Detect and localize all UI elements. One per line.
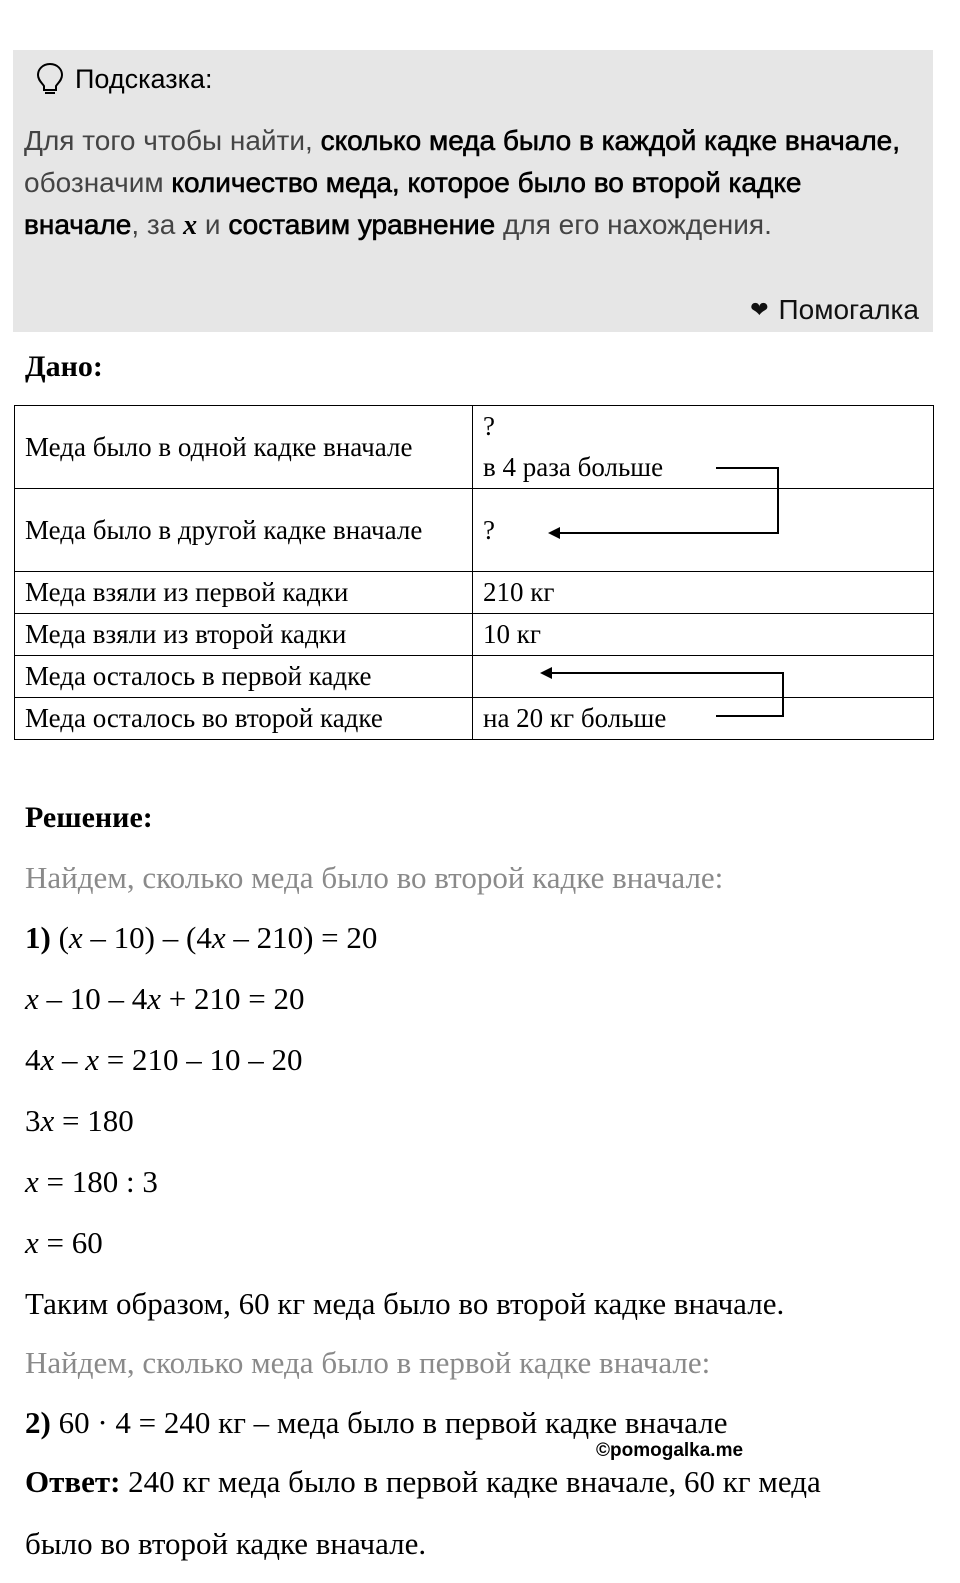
brand-name: Помогалка — [778, 294, 919, 325]
step1-intro: Найдем, сколько меда было во второй кадке вначале: — [25, 860, 724, 895]
equation-line: x = 60 — [25, 1225, 103, 1260]
hint-text-part: обозначим — [24, 167, 172, 198]
row-label: Меда было в одной кадке вначале — [15, 406, 473, 489]
hint-text-part: и — [197, 209, 229, 240]
conclusion-1: Таким образом, 60 кг меда было во второй кадке вначале. — [25, 1286, 785, 1321]
hint-emphasis: составим уравнение — [228, 209, 496, 240]
row-value-line: в 4 раза больше — [483, 452, 664, 482]
step2-text: 60 · 4 = 240 кг – меда было в первой кадке вначале — [58, 1405, 728, 1440]
answer-text: 240 кг меда было в первой кадке вначале, 60 кг меда — [128, 1464, 821, 1499]
row-value: 210 кг — [473, 572, 934, 614]
row-label: Меда осталось в первой кадке — [15, 656, 473, 698]
given-title: Дано: — [25, 350, 103, 383]
row-value: ? — [473, 489, 934, 572]
relation-arrows — [0, 0, 960, 760]
step-number: 2) — [25, 1405, 51, 1440]
heart-icon: ❤ — [750, 297, 769, 322]
equation-line: x – 10 – 4x + 210 = 20 — [25, 981, 305, 1016]
answer-line-2: было во второй кадке вначале. — [25, 1526, 427, 1561]
equation-line: 4x – x = 210 – 10 – 20 — [25, 1042, 303, 1077]
row-value: 10 кг — [473, 614, 934, 656]
equation-line: 3x = 180 — [25, 1103, 134, 1138]
row-value-line: ? — [483, 411, 495, 441]
row-value: на 20 кг больше — [473, 698, 934, 740]
step-number: 1) — [25, 920, 51, 955]
hint-variable: x — [183, 210, 198, 241]
step2-line — [25, 1405, 728, 1441]
hint-text-part: для его нахождения. — [495, 209, 772, 240]
arrow-head — [540, 667, 552, 679]
row-label: Меда осталось во второй кадке — [15, 698, 473, 740]
row-label: Меда взяли из второй кадки — [15, 614, 473, 656]
answer-label: Ответ: — [25, 1464, 121, 1499]
watermark: ©pomogalka.me — [596, 1440, 744, 1461]
solution-title: Решение: — [25, 801, 153, 834]
hint-title: Подсказка: — [75, 63, 213, 94]
row-label: Меда взяли из первой кадки — [15, 572, 473, 614]
hint-emphasis: количество меда, которое было во второй кадке вначале — [24, 167, 802, 240]
row-label: Меда было в другой кадке вначале — [15, 489, 473, 572]
equation-text: (x – 10) – (4x – 210) = 20 — [58, 920, 378, 955]
arrow-head — [548, 527, 560, 539]
equation-line — [25, 920, 377, 956]
hint-emphasis: сколько меда было в каждой кадке вначале, — [320, 125, 901, 156]
equation-line: x = 180 : 3 — [25, 1164, 158, 1199]
arrow-times-four — [560, 468, 778, 533]
arrow-plus-twenty — [552, 673, 783, 716]
hint-text-part: Для того чтобы найти, — [24, 125, 321, 156]
hint-text-part: , за — [131, 209, 184, 240]
answer-line — [25, 1464, 821, 1500]
step2-intro: Найдем, сколько меда было в первой кадке вначале: — [25, 1345, 711, 1380]
